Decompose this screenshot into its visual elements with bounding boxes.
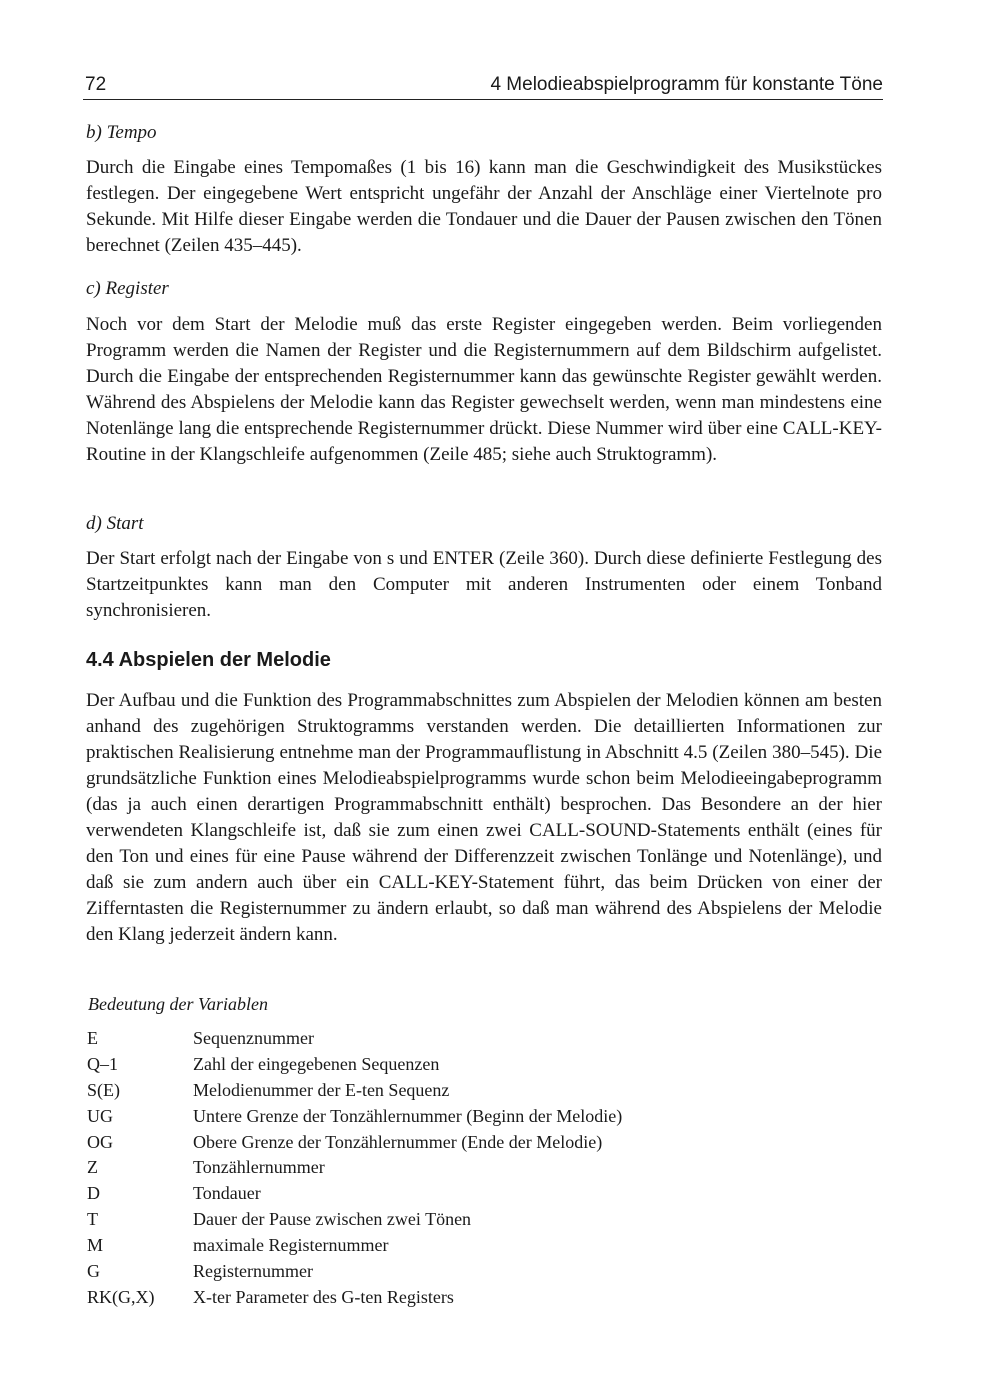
list-item bbox=[87, 1287, 887, 1313]
paragraph-tempo: Durch die Eingabe eines Tempomaßes (1 bis 16) kann man die Geschwindigkeit des Musikstückes festlegen. Der eingegebene Wert entspricht ungefähr der Anzahl der Anschläge einer Viertelnote pro Sekunde. Mit Hilfe dieser Eingabe werden die Tondauer und die Dauer der Pausen zwischen den Tönen berechnet (Zeilen 435–445). bbox=[86, 157, 882, 256]
variable-description: X-ter Parameter des G-ten Registers bbox=[193, 1286, 454, 1307]
variable-symbol: S(E) bbox=[87, 1079, 120, 1100]
variable-description: Obere Grenze der Tonzählernummer (Ende der Melodie) bbox=[193, 1131, 603, 1152]
list-item bbox=[87, 1054, 887, 1080]
variable-description: maximale Registernummer bbox=[193, 1235, 389, 1256]
variable-list bbox=[87, 1028, 887, 1313]
variable-description: Melodienummer der E-ten Sequenz bbox=[193, 1079, 450, 1100]
list-item bbox=[87, 1028, 887, 1054]
variable-description: Zahl der eingegebenen Sequenzen bbox=[193, 1053, 440, 1074]
subheading-start: d) Start bbox=[86, 513, 144, 534]
list-item bbox=[87, 1157, 887, 1183]
variable-description: Untere Grenze der Tonzählernummer (Beginn der Melodie) bbox=[193, 1105, 623, 1126]
list-item bbox=[87, 1080, 887, 1106]
variable-symbol: G bbox=[87, 1261, 100, 1282]
list-item bbox=[87, 1132, 887, 1158]
subheading-tempo: b) Tempo bbox=[86, 122, 157, 143]
variable-symbol: M bbox=[87, 1235, 104, 1256]
variable-symbol: E bbox=[87, 1028, 98, 1048]
variable-symbol: D bbox=[87, 1183, 100, 1204]
paragraph-abspielen: Der Aufbau und die Funktion des Programmabschnittes zum Abspielen der Melodien können am besten anhand des zugehörigen Struktogramms verstanden werden. Die detaillierten Informationen zur praktischen Realisierung entnehme man der Programmauflistung in Abschnitt 4.5 (Zeilen 380–545). Die grundsätzliche Funktion eines Melodieabspielprogramms wurde schon beim Melodieeingabeprogramm (das ja auch einen derartigen Programmabschnitt enthält) besprochen. Das Besondere an der hier verwendeten Klangschleife ist, daß sie zum einen zwei CALL-SOUND-Statements enthält (eines für den Ton und eines für eine Pause während der Differenzzeit zwischen Tonlänge und Notenlänge), und daß sie zum andern auch über ein CALL-KEY-Statement führt, das beim Drücken von einer der Zifferntasten die Registernummer zu ändern erlaubt, so daß man während des Abspielens der Melodie den Klang jederzeit ändern kann. bbox=[86, 690, 882, 945]
paragraph-start: Der Start erfolgt nach der Eingabe von s und ENTER (Zeile 360). Durch diese definierte Festlegung des Startzeitpunktes kann man den Computer mit anderen Instrumenten oder einem Tonband synchronisieren. bbox=[86, 548, 882, 621]
variable-symbol: UG bbox=[87, 1105, 113, 1126]
variable-symbol: Q–1 bbox=[87, 1053, 118, 1074]
page-number: 72 bbox=[85, 74, 107, 95]
variables-heading: Bedeutung der Variablen bbox=[88, 994, 268, 1014]
variable-symbol: OG bbox=[87, 1131, 113, 1152]
list-item bbox=[87, 1106, 887, 1132]
variable-description: Tondauer bbox=[193, 1183, 261, 1204]
variable-description: Sequenznummer bbox=[193, 1028, 314, 1048]
list-item bbox=[87, 1235, 887, 1261]
section-title-4-4: 4.4 Abspielen der Melodie bbox=[86, 649, 331, 671]
list-item bbox=[87, 1209, 887, 1235]
variable-symbol: T bbox=[87, 1209, 98, 1230]
variable-description: Tonzählernummer bbox=[193, 1157, 325, 1178]
page-header bbox=[83, 72, 883, 102]
paragraph-register: Noch vor dem Start der Melodie muß das erste Register eingegeben werden. Beim vorliegenden Programm werden die Namen der Register und die Registernummern auf dem Bildschirm aufgelistet. Durch die Eingabe der entsprechenden Registernummer kann das gewünschte Register gewählt werden. Während des Abspielens der Melodie kann das Register gewechselt werden, wenn man mindestens eine Notenlänge lang die entsprechende Registernummer drückt. Diese Nummer wird über eine CALL-KEY-Routine in der Klangschleife aufgenommen (Zeile 485; siehe auch Struktogramm). bbox=[86, 314, 882, 465]
variable-symbol: Z bbox=[87, 1157, 98, 1178]
header-rule bbox=[83, 99, 883, 100]
variable-description: Dauer der Pause zwischen zwei Tönen bbox=[193, 1209, 472, 1230]
subheading-register: c) Register bbox=[86, 278, 169, 299]
list-item bbox=[87, 1261, 887, 1287]
running-chapter-title: 4 Melodieabspielprogramm für konstante Töne bbox=[490, 74, 883, 95]
list-item bbox=[87, 1183, 887, 1209]
variable-description: Registernummer bbox=[193, 1261, 313, 1282]
variable-symbol: RK(G,X) bbox=[87, 1286, 155, 1307]
